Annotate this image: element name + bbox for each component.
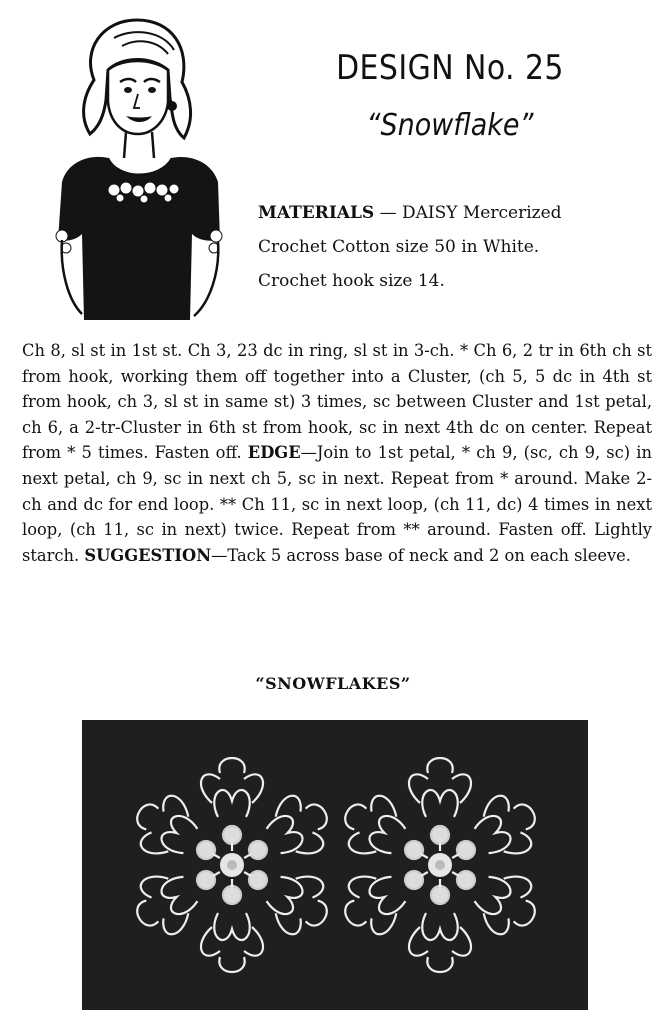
design-number-heading: DESIGN No. 25 <box>336 48 564 88</box>
photo-caption: “SNOWFLAKES” <box>255 674 411 693</box>
instructions-part-2: —Join to 1st petal, * ch 9, (sc, ch 9, sc) in next petal, ch 9, sc in next ch 5, sc in next. Repeat from * around. Make 2-ch and dc for end loop. ** Ch 11, sc in next loop, (ch 11, dc) 4 times in next loop, (ch 11, sc in next) twice. Repeat from ** around. Fasten off. Lightly starch. <box>22 443 652 565</box>
materials-line-2: Crochet Cotton size 50 in White. <box>258 237 540 257</box>
materials-line-3: Crochet hook size 14. <box>258 271 445 291</box>
materials-label: MATERIALS <box>258 203 375 223</box>
snowflake-left <box>124 758 340 972</box>
snowflake-right <box>332 758 548 972</box>
snowflakes-photo <box>82 720 588 1010</box>
edge-label: EDGE <box>247 443 301 463</box>
suggestion-label: SUGGESTION <box>84 545 212 565</box>
materials-line-1 <box>258 196 658 230</box>
materials-line-1-text: DAISY Mercerized <box>402 203 562 223</box>
instructions-part-1: Ch 8, sl st in 1st st. Ch 3, 23 dc in ring, sl st in 3-ch. * Ch 6, 2 tr in 6th ch st from hook, working them off together into a Cluster, (ch 5, 5 dc in 4th st from hook, ch 3, sl st in same st) 3 times, sc between Cluster and 1st petal, ch 6, a 2-tr-Cluster in 6th st from hook, sc in next 4th dc on center. Repeat from * 5 times. Fasten off. <box>22 341 652 463</box>
snowflakes-image <box>82 720 588 1010</box>
woman-illustration <box>22 10 234 322</box>
materials-block <box>258 196 658 298</box>
crochet-instructions <box>22 338 652 568</box>
instructions-part-3: —Tack 5 across base of neck and 2 on each sleeve. <box>211 545 631 565</box>
design-name-heading: “Snowflake” <box>366 108 534 143</box>
materials-dash: — <box>374 203 402 223</box>
